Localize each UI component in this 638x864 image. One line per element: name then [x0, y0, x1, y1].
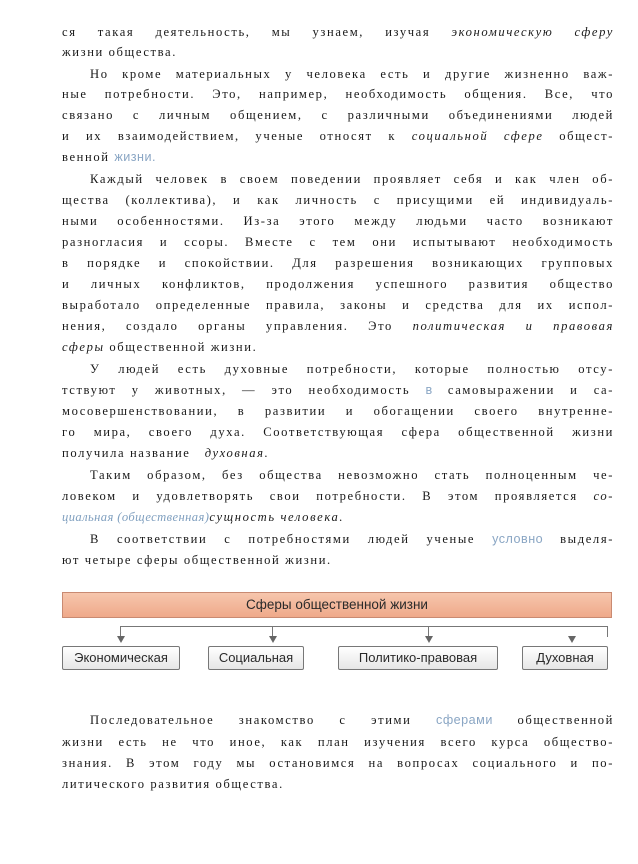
text-line: го мира, своего духа. Соответствующая сфера общественной жизни — [62, 425, 614, 439]
sphere-box-economic: Экономическая — [62, 646, 180, 670]
arrow-down-icon — [269, 636, 277, 643]
text-line: ловеком и удовлетворять свои потребности. В этом проявляется со- — [62, 489, 615, 503]
sphere-box-spiritual: Духовная — [522, 646, 608, 670]
text-line: ные потребности. Это, например, необходимость общения. Все, что — [62, 87, 614, 101]
text-line: литического развития общества. — [62, 777, 284, 791]
text-line: разногласия и ссоры. Вместе с тем они испытывают необходимость — [62, 235, 614, 249]
text-line: получила название духовная. — [62, 446, 270, 460]
text-line: циальная (общественная)сущность человека. — [62, 510, 345, 524]
diagram-title: Сферы общественной жизни — [62, 592, 612, 618]
text-line: ся такая деятельность, мы узнаем, изучая экономическую сферу — [62, 25, 614, 39]
text-line: и их взаимодействием, ученые относят к социальной сфере общест- — [62, 129, 615, 143]
text-line: венной жизни. — [62, 150, 157, 164]
arrow-down-icon — [117, 636, 125, 643]
text-line: и личных конфликтов, продолжения успешного развития общество — [62, 277, 614, 291]
text-line: мосовершенствовании, в развитии и обогащении своего внутренне- — [62, 404, 614, 418]
text-line: в порядке и спокойствии. Для разрешения возникающих групповых — [62, 256, 614, 270]
sphere-box-political-legal: Политико-правовая — [338, 646, 498, 670]
text-line: жизни общества. — [62, 45, 177, 59]
text-line: выработало определенные правила, законы и средства для их испол- — [62, 298, 614, 312]
text-line: сферы общественной жизни. — [62, 340, 258, 354]
text-line: жизни есть не что иное, как план изучения всего курса общество- — [62, 735, 614, 749]
text-line: В соответствии с потребностями людей ученые условно выделя- — [90, 532, 615, 546]
connector-line — [607, 626, 608, 637]
text-line: связано с личным общением, с различными объединениями людей — [62, 108, 614, 122]
text-line: Таким образом, без общества невозможно стать полноценным че- — [90, 468, 614, 482]
text-line: У людей есть духовные потребности, которые полностью отсу- — [90, 362, 614, 376]
text-line: щества (коллектива), и как личность с присущими ей индивидуаль- — [62, 193, 614, 207]
arrow-down-icon — [425, 636, 433, 643]
text-line: Последовательное знакомство с этими сферами общественной — [90, 713, 615, 727]
text-line: нения, создало органы управления. Это политическая и правовая — [62, 319, 614, 333]
arrow-down-icon — [568, 636, 576, 643]
text-line: тствуют у животных, — это необходимость в самовыражении и са- — [62, 383, 615, 397]
text-line: Каждый человек в своем поведении проявляет себя и как член об- — [90, 172, 614, 186]
text-line: знания. В этом году мы остановимся на вопросах социального и по- — [62, 756, 614, 770]
text-line: Но кроме материальных у человека есть и другие жизненно важ- — [90, 67, 614, 81]
connector-line — [120, 626, 608, 627]
text-line: ют четыре сферы общественной жизни. — [62, 553, 332, 567]
text-line: ными особенностями. Из-за этого между людьми часто возникают — [62, 214, 614, 228]
spheres-diagram — [62, 592, 614, 674]
sphere-box-social: Социальная — [208, 646, 304, 670]
